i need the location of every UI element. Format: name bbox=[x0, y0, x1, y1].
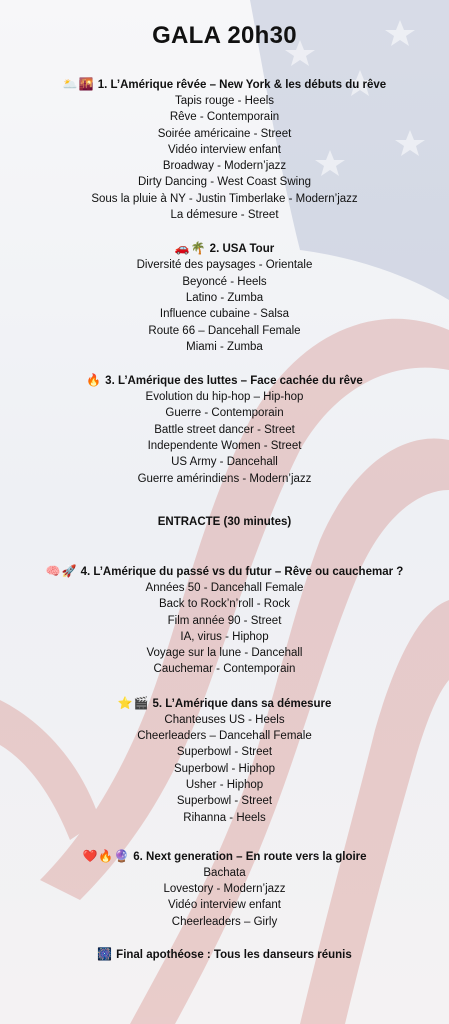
list-item: Cheerleaders – Girly bbox=[171, 915, 278, 928]
section-4 bbox=[0, 563, 449, 678]
list-item: Influence cubaine - Salsa bbox=[159, 308, 290, 321]
list-item: Tapis rouge - Heels bbox=[174, 95, 275, 107]
list-item: Vidéo interview enfant bbox=[168, 143, 281, 156]
list-item: Film année 90 - Street bbox=[167, 614, 282, 627]
list-item: Battle street dancer - Street bbox=[154, 423, 295, 436]
cloud-city-icon: 🌥️🌇 bbox=[62, 77, 95, 91]
star-clapper-icon: ⭐🎬 bbox=[117, 695, 150, 710]
list-item: Superbowl - Hiphop bbox=[173, 762, 275, 775]
section-3 bbox=[0, 372, 449, 487]
section-6 bbox=[0, 848, 449, 930]
list-item: Guerre amérindiens - Modern’jazz bbox=[137, 472, 312, 485]
list-item: Back to Rock’n’roll - Rock bbox=[158, 598, 290, 611]
list-item: Sous la pluie à NY - Justin Timberlake - Modern’jazz bbox=[91, 192, 358, 205]
list-item: Beyoncé - Heels bbox=[182, 275, 267, 288]
list-item: Lovestory - Modern’jazz bbox=[163, 883, 286, 896]
list-item: Independente Women - Street bbox=[147, 440, 302, 453]
section-heading: 🔥 3. L’Amérique des luttes – Face cachée du rêve bbox=[86, 373, 363, 388]
list-item: Cauchemar - Contemporain bbox=[153, 663, 296, 676]
list-item: Chanteuses US - Heels bbox=[164, 713, 285, 726]
list-item: Miami - Zumba bbox=[186, 340, 263, 353]
list-item: Années 50 - Dancehall Female bbox=[145, 581, 304, 594]
section-heading: 🚗🌴 2. USA Tour bbox=[174, 241, 275, 256]
section-heading: 🌥️🌇 1. L’Amérique rêvée – New York & les débuts du rêve bbox=[62, 77, 387, 91]
heart-fire-crystal-icon: ❤️🔥🔮 bbox=[82, 848, 131, 863]
section-2 bbox=[0, 240, 449, 355]
list-item: Cheerleaders – Dancehall Female bbox=[137, 730, 312, 743]
page-title: GALA 20h30 bbox=[152, 22, 297, 49]
brain-rocket-icon: 🧠🚀 bbox=[45, 563, 78, 578]
fire-icon: 🔥 bbox=[86, 373, 103, 388]
list-item: Evolution du hip-hop – Hip-hop bbox=[145, 391, 304, 404]
list-item: Latino - Zumba bbox=[185, 291, 264, 304]
list-item: Guerre - Contemporain bbox=[165, 407, 284, 420]
section-heading: 🧠🚀 4. L’Amérique du passé vs du futur – Rêve ou cauchemar ? bbox=[45, 563, 404, 578]
list-item: Vidéo interview enfant bbox=[168, 899, 281, 912]
list-item: Superbowl - Street bbox=[176, 795, 273, 808]
list-item: US Army - Dancehall bbox=[171, 456, 278, 469]
list-item: Rêve - Contemporain bbox=[169, 111, 280, 124]
section-5 bbox=[0, 695, 449, 826]
fireworks-icon: 🎆 bbox=[97, 946, 114, 961]
list-item: Route 66 – Dancehall Female bbox=[148, 324, 301, 337]
section-1 bbox=[0, 76, 449, 223]
list-item: Superbowl - Street bbox=[176, 746, 273, 759]
list-item: Rihanna - Heels bbox=[183, 811, 266, 824]
list-item: Soirée américaine - Street bbox=[157, 127, 292, 140]
finale-line: 🎆 Final apothéose : Tous les danseurs réunis bbox=[97, 946, 352, 961]
intermission-label: ENTRACTE (30 minutes) bbox=[157, 515, 292, 528]
list-item: Voyage sur la lune - Dancehall bbox=[146, 647, 303, 660]
list-item: La démesure - Street bbox=[170, 209, 279, 222]
list-item: Usher - Hiphop bbox=[185, 778, 264, 791]
list-item: Dirty Dancing - West Coast Swing bbox=[138, 176, 311, 189]
list-item: IA, virus - Hiphop bbox=[180, 630, 269, 643]
list-item: Broadway - Modern’jazz bbox=[162, 160, 287, 173]
car-palm-icon: 🚗🌴 bbox=[174, 241, 207, 256]
section-heading: ⭐🎬 5. L’Amérique dans sa démesure bbox=[117, 695, 332, 710]
list-item: Diversité des paysages - Orientale bbox=[136, 259, 313, 272]
list-item: Bachata bbox=[203, 866, 246, 879]
section-heading: ❤️🔥🔮 6. Next generation – En route vers la gloire bbox=[82, 848, 367, 863]
